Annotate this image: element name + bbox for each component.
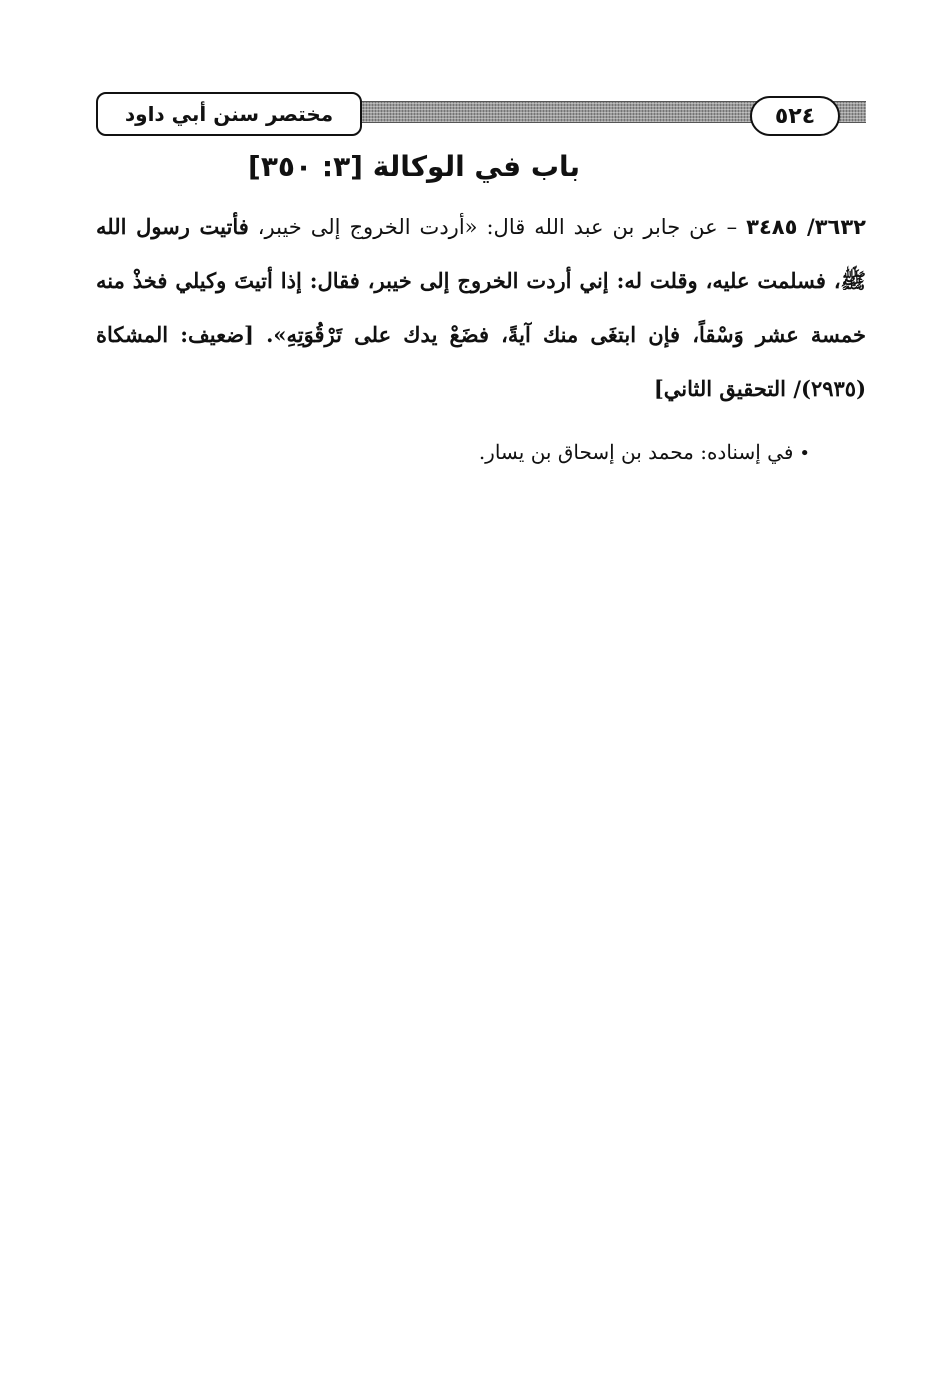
hadith-paragraph (96, 200, 866, 416)
page-number: ٥٢٤ (750, 96, 840, 136)
bullet-icon: • (799, 443, 810, 464)
hadith-number: ٣٦٣٢/ ٣٤٨٥ (746, 215, 867, 239)
chapter-title: باب في الوكالة [٣: ٣٥٠] (248, 150, 580, 183)
hadith-text-intro: – عن جابر بن عبد الله قال: «أردت الخروج إلى خيبر، (248, 215, 747, 239)
running-book-title: مختصر سنن أبي داود (96, 92, 362, 136)
footnote (300, 432, 810, 474)
hadith-text-body: فأتيت رسول الله ﷺ، فسلمت عليه، وقلت له: إني أردت الخروج إلى خيبر، فقال: إذا أتيتَ وكيلي فخذْ منه خمسة عشر وَسْقاً، فإن ابتغَى منك آيةً، فضَعْ يدك على تَرْقُوَتِهِ». [ضعيف: المشكاة (٢٩٣٥)/ التحقيق الثاني] (96, 214, 866, 401)
footnote-text: في إسناده: محمد بن إسحاق بن يسار. (478, 440, 794, 464)
